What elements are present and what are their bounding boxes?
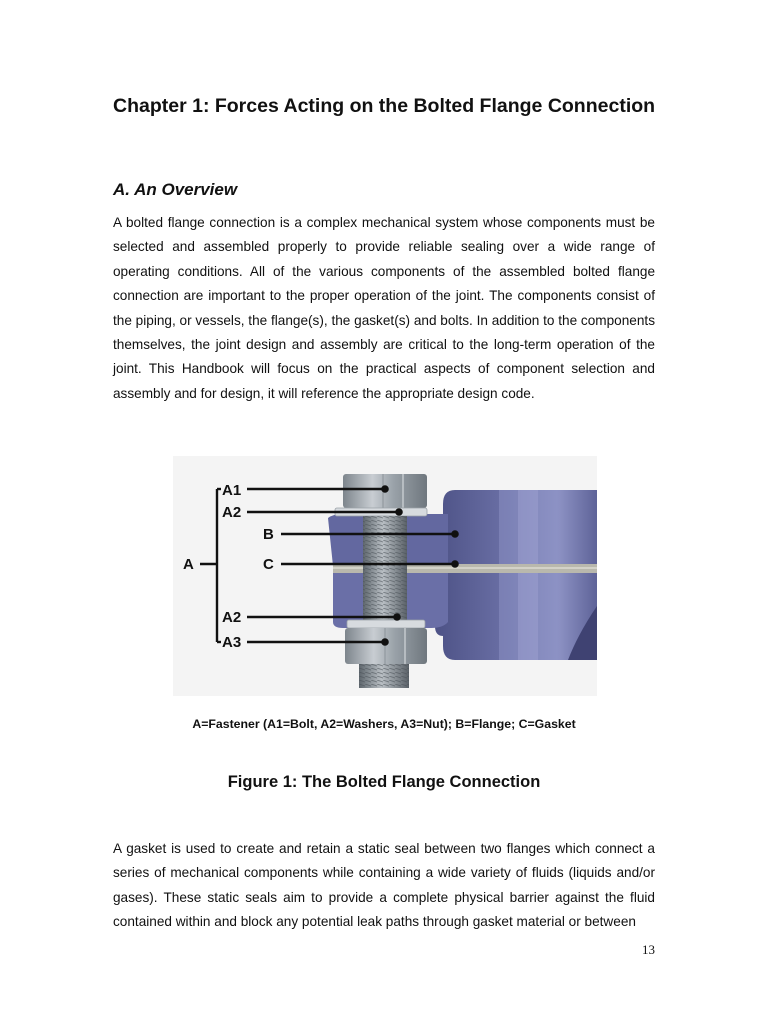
page-number: 13 bbox=[642, 942, 655, 957]
figure-legend: A=Fastener (A1=Bolt, A2=Washers, A3=Nut); B=Flange; C=Gasket bbox=[192, 717, 576, 731]
chapter-title: Chapter 1: Forces Acting on the Bolted Flange Connection bbox=[113, 95, 656, 117]
bolted-flange-diagram bbox=[173, 456, 597, 696]
overview-paragraph: A bolted flange connection is a complex mechanical system whose components must be selected and assembled properly to provide reliable sealing over a wide range of operating conditions. All of the various components of the assembled bolted flange connection are important to the proper operation of the joint. The components consist of the piping, or vessels, the flange(s), the gasket(s) and bolts. In addition to the components themselves, the joint design and assembly are critical to the long-term operation of the joint. This Handbook will focus on the practical aspects of component selection and assembly and for design, it will reference the appropriate design code. bbox=[113, 215, 655, 401]
label-b: B bbox=[263, 526, 274, 543]
label-a2-top: A2 bbox=[222, 504, 242, 521]
bolt-shank bbox=[363, 516, 407, 620]
nut bbox=[345, 628, 427, 664]
bolt-tail bbox=[359, 664, 409, 688]
figure-title: Figure 1: The Bolted Flange Connection bbox=[227, 773, 541, 791]
label-a2-bottom: A2 bbox=[222, 609, 242, 626]
label-a: A bbox=[183, 556, 194, 573]
gasket-paragraph: A gasket is used to create and retain a static seal between two flanges which connect a series of mechanical components while containing a wide variety of fluids (liquids and/or gases). These static seals aim to provide a complete physical barrier against the fluid contained within and block any potential leak paths through gasket material or between bbox=[113, 841, 655, 930]
label-a3: A3 bbox=[222, 634, 242, 651]
label-a1: A1 bbox=[222, 482, 242, 499]
bottom-washer bbox=[347, 620, 425, 628]
label-c: C bbox=[263, 556, 274, 573]
section-heading: A. An Overview bbox=[113, 180, 238, 199]
